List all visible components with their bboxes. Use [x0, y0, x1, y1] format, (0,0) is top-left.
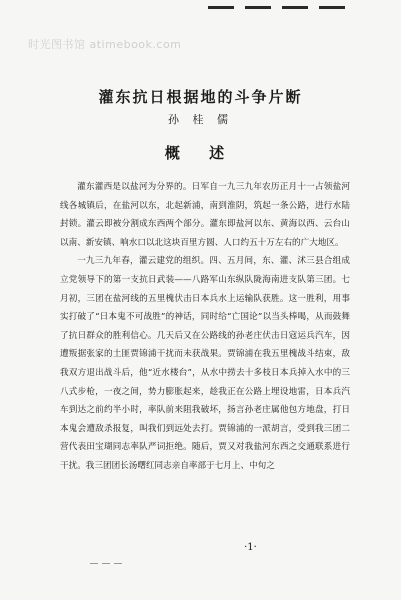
author-name: 孙 桂 儒 [168, 113, 233, 126]
section-heading: 概 述 [164, 144, 237, 162]
page-number: ·1· [244, 542, 257, 553]
body-text [60, 178, 350, 476]
article-title: 灌东抗日根据地的斗争片断 [98, 88, 303, 106]
watermark: 时光图书馆 atimebook.com [28, 38, 182, 51]
scan-smudge [90, 561, 150, 567]
paragraph: 灌东灌西是以盐河为分界的。日军自一九三九年农历正月十一占领盐河线各城镇后，在盐河以东，北起新浦，南到淮阴，筑起一条公路，进行水陆封锁。灌云即被分割成东西两个部分。灌东即盐河以东、黄海以西、云台山以南、新安镇、响水口以北这块百里方圆、人口约五十万左右的广大地区。 [60, 182, 350, 248]
paragraph: 一九三九年春，灌云建党的组织。四、五月间，东、灌、沭三县合组成立党领导下的第一支抗日武装——八路军山东纵队陇海南进支队第三团。七月初，三团在盐河线的五里槐伏击日本兵水上运输队获胜。这一胜利，用事实打破了“日本鬼不可战胜”的神话，同时给“亡国论”以当头棒喝，从而鼓舞了抗日群众的胜利信心。几天后又在公路线的孙老庄伏击日寇运兵汽车，因遭叛据张家的土匪贾锦浦干扰而未获战果。贾锦浦在我五里槐战斗结束，敌我双方退出战斗后，他“近水楼台”，从水中捞去十多枝日本兵掉入水中的三八式步枪，一夜之间，势力膨胀起来，趁我正在公路上埋设地雷，日本兵汽车到达之前约半小时，率队前来阻我破坏，扬言孙老庄属他包方地盘，打日本鬼会遭敌杀报复，叫我们到远处去打。贾锦浦的一派胡言，受到我三团二营代表田宝瑚同志率队严词拒绝。随后，贾又对我盐河东西之交通联系进行干扰。我三团团长汤曙红同志亲自率部于七月上、中旬之 [60, 256, 350, 471]
